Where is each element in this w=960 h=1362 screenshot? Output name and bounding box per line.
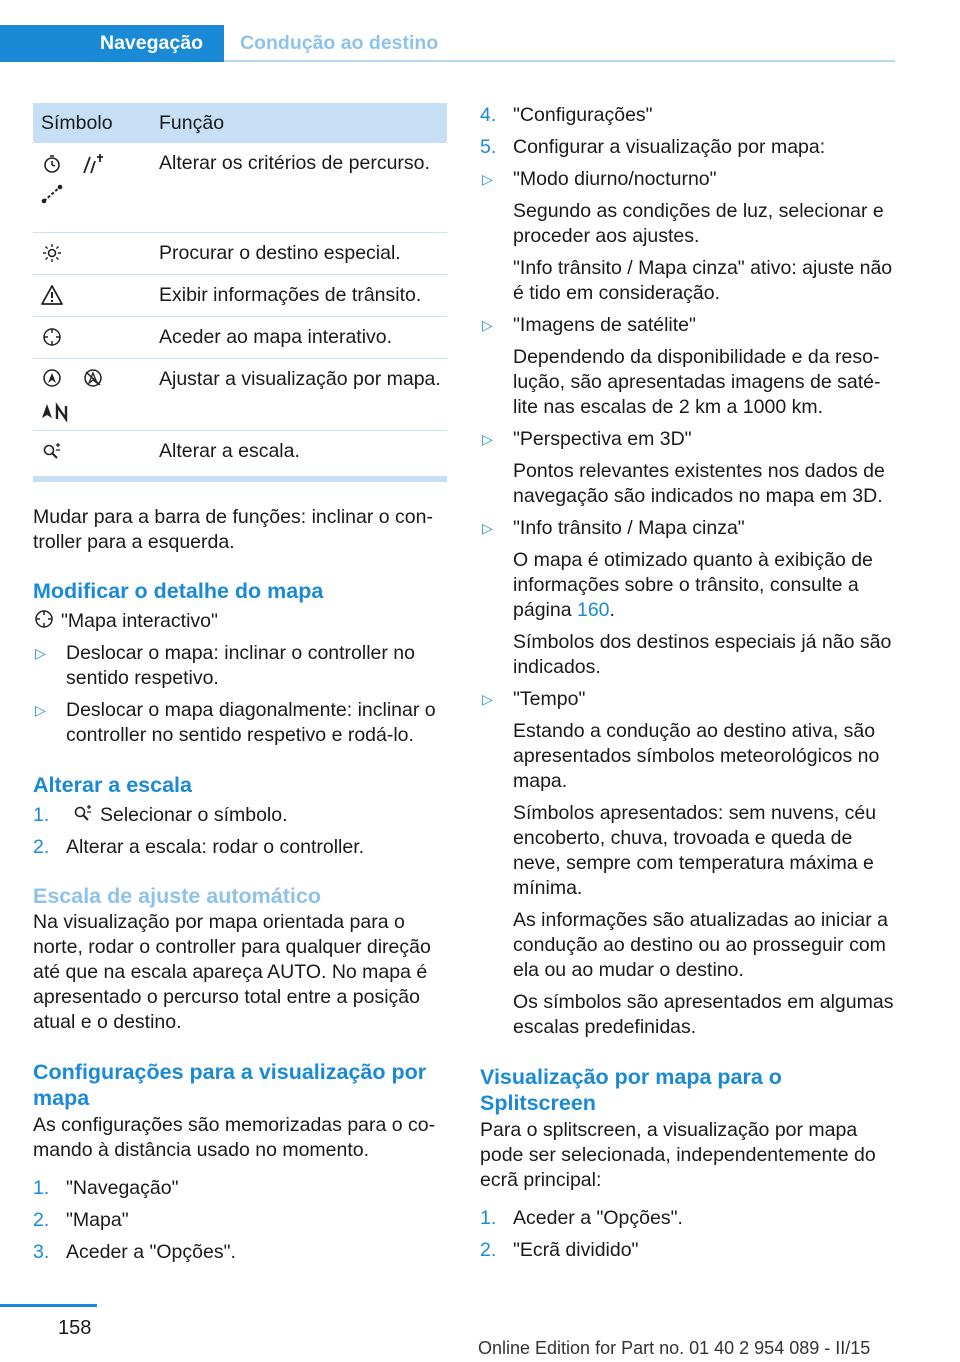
route-dotted-icon [41,182,63,204]
map-interactive-label [33,609,447,634]
section-title-configuracoes: Configurações para a visualização por mapa [33,1059,427,1110]
footer-line [0,1304,97,1307]
option-paragraph: Símbolos dos destinos especiais já não são indicados. [513,631,892,678]
table-header-symbol: Símbolo [41,111,113,134]
intro-text: Mudar para a barra de funções: inclinar o controller para a esquerda. [33,505,433,553]
section-title-splitscreen: Visualização por mapa para o Splitscreen [480,1065,782,1115]
list-item: 1. Selecionar o símbolo. [33,803,288,826]
traffic-warning-icon [41,284,63,306]
triangle-bullet-icon: ▷ [482,317,493,333]
map-view-icon [41,368,63,390]
table-header-row [33,103,447,143]
splitscreen-text: Para o splitscreen, a visualização por mapa pode ser selecionada, independentemente do ecrã principal: [480,1119,876,1191]
header-tab-navegacao[interactable]: Navegação [0,25,224,62]
table-row [33,143,447,232]
route-clock-icon [41,153,63,175]
list-item: 2. "Ecrã dividido" [480,1239,639,1261]
list-item: 1. Aceder a "Opções". [480,1207,683,1229]
table-header-function: Função [159,111,225,134]
list-item: 2. "Mapa" [33,1208,129,1231]
crosshair-map-icon [41,326,63,348]
option-paragraph: "Info trânsito / Mapa cinza" ativo: ajuste não é tido em consideração. [513,257,893,304]
header-divider [224,60,895,62]
section-title-detalhe: Modificar o detalhe do mapa [33,578,324,603]
list-item: 4. "Configurações" [480,104,653,126]
table-row [33,316,447,358]
option-paragraph: Símbolos apresentados: sem nuvens, céu encoberto, chuva, trovoada e queda de neve, sempre com temperatura máxima e mínima. [513,802,877,899]
triangle-bullet-icon: ▷ [482,171,493,187]
map-interactive-text: "Mapa interactivo" [61,609,218,632]
list-item: ▷ Deslocar o mapa diagonalmente: inclinar o controller no sentido respetivo e rodá-lo. [35,698,436,746]
right-column [480,103,898,1263]
option-paragraph: Pontos relevantes existentes nos dados de navegação são indicados no mapa em 3D. [513,460,885,507]
table-row [33,232,447,274]
sun-poi-icon [41,242,63,264]
list-item: 3. Aceder a "Opções". [33,1240,236,1263]
option-paragraph: Segundo as condições de luz, selecionar e proceder aos ajustes. [513,200,884,247]
north-up-icon [41,400,71,422]
triangle-bullet-icon: ▷ [482,520,493,536]
table-cell-function: Exibir informações de trânsito. [159,274,447,316]
auto-scale-text: Na visualização por mapa orientada para o norte, rodar o controller para qualquer direção até que na escala apareça AUTO. No mapa é apresentado o percurso total entre a posição atual e o destino. [33,910,431,1033]
option-paragraph: O mapa é otimizado quanto à exibição de informações sobre o trânsito, consulte a página 160. [513,549,873,621]
list-item: ▷ Deslocar o mapa: inclinar o controller no sentido respetivo. [35,641,416,689]
table-cell-function: Alterar a escala. [159,439,300,462]
triangle-bullet-icon: ▷ [35,701,46,718]
list-item: 5. Configurar a visualização por mapa: [480,136,826,158]
section-title-escala-auto: Escala de ajuste automático [33,883,321,908]
section-title-escala: Alterar a escala [33,772,192,797]
option-item: ▷ "Imagens de satélite" [482,314,696,336]
zoom-icon [72,802,94,824]
symbol-table [33,103,447,472]
option-item: ▷ "Perspectiva em 3D" [482,428,692,450]
table-row [33,358,447,430]
triangle-bullet-icon: ▷ [482,431,493,447]
option-item: ▷ "Info trânsito / Mapa cinza" [482,517,745,539]
page-header [0,25,895,62]
triangle-bullet-icon: ▷ [482,691,493,707]
crosshair-map-icon [33,608,55,630]
page-number: 158 [58,1317,92,1339]
option-paragraph: As informações são atualizadas ao iniciar a condução ao destino ou ao prosseguir com ela ou ao mudar o destino. [513,909,889,981]
config-text: As configurações são memorizadas para o comando à distância usado no momento. [33,1113,436,1161]
table-cell-function: Aceder ao mapa interativo. [159,316,447,358]
table-cell-function: Ajustar a visualização por mapa. [159,358,447,430]
zoom-icon [41,440,63,462]
table-cell-function: Alterar os critérios de percurso. [159,143,447,232]
option-paragraph: Estando a condução ao destino ativa, são apresentados símbolos meteorológicos no mapa. [513,720,880,792]
option-item: ▷ "Tempo" [482,688,586,710]
footer-edition: Online Edition for Part no. 01 40 2 954 089 - II/15 [478,1338,871,1358]
page-link[interactable]: 160 [576,599,610,621]
table-row [33,274,447,316]
list-item: 1. "Navegação" [33,1176,179,1199]
map-view-off-icon [82,368,104,390]
option-paragraph: Dependendo da disponibilidade e da resolução, são apresentadas imagens de satélite nas escalas de 2 km a 1000 km. [513,346,881,418]
table-cell-function: Procurar o destino especial. [159,232,447,274]
triangle-bullet-icon: ▷ [35,644,46,661]
option-item: ▷ "Modo diurno/nocturno" [482,168,717,190]
left-column [33,103,447,1265]
list-item: 2. Alterar a escala: rodar o controller. [33,835,365,858]
table-row [33,430,447,472]
header-tab-conducao[interactable]: Condução ao destino [240,32,439,54]
route-road-icon [82,153,104,175]
option-paragraph: Os símbolos são apresentados em algumas escalas predefinidas. [513,991,894,1038]
table-bottom-bar [33,476,447,482]
